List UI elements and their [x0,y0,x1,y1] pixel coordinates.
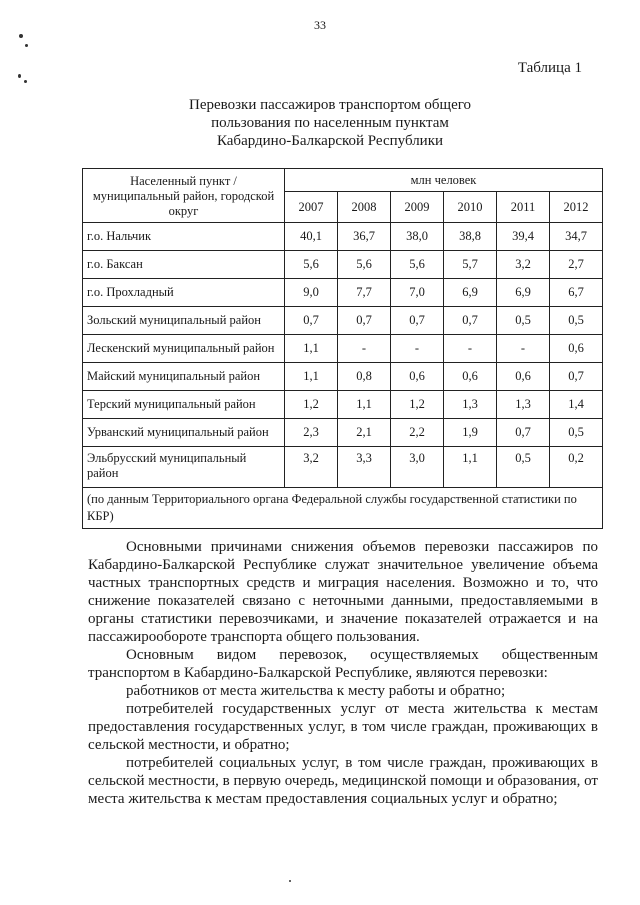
row-value: 0,6 [391,363,444,391]
header-unit: млн человек [285,169,603,192]
row-value: 7,0 [391,279,444,307]
row-value: 0,6 [497,363,550,391]
row-value: 6,9 [444,279,497,307]
row-place: Лескенский муниципальный район [83,335,285,363]
row-value: 1,4 [550,391,603,419]
row-place: Майский муниципальный район [83,363,285,391]
scan-speck [25,44,28,47]
row-place: Терский муниципальный район [83,391,285,419]
row-value: 9,0 [285,279,338,307]
row-value: 6,7 [550,279,603,307]
table-source-note: (по данным Территориального органа Федеральной службы государственной статистики по КБР) [83,488,603,529]
table-row [83,335,603,363]
table-row [83,307,603,335]
row-value: 38,8 [444,223,497,251]
row-value: - [497,335,550,363]
row-value: 0,5 [497,447,550,488]
row-value: 40,1 [285,223,338,251]
table-title [120,96,540,150]
row-value: 0,6 [550,335,603,363]
table-row [83,391,603,419]
table-row [83,447,603,488]
row-value: 0,7 [497,419,550,447]
scan-speck [24,80,27,83]
row-value: 0,7 [444,307,497,335]
row-value: 1,1 [444,447,497,488]
row-value: 39,4 [497,223,550,251]
row-value: - [444,335,497,363]
header-year: 2007 [285,192,338,223]
row-value: 0,5 [550,419,603,447]
table-row [83,251,603,279]
row-value: 2,7 [550,251,603,279]
row-value: - [338,335,391,363]
table-source-row [83,488,603,529]
row-value: 7,7 [338,279,391,307]
list-item: работников от места жительства к месту работы и обратно; [126,683,506,699]
passenger-table [82,168,603,529]
table-row [83,419,603,447]
row-value: 34,7 [550,223,603,251]
table-label: Таблица 1 [517,60,582,76]
row-value: 0,7 [550,363,603,391]
row-value: 38,0 [391,223,444,251]
row-value: 0,5 [550,307,603,335]
paragraph: Основными причинами снижения объемов перевозки пассажиров по Кабардино-Балкарской Республике служат значительное увеличение объема частных транспортных средств и миграция населения. Возможно и то, что снижение показателей связано с неточными данными, предоставляемыми в органы статистики перевозчиками, и значение показателей отражается и на пассажирообороте транспорта общего пользования. [88,539,598,645]
row-place: г.о. Нальчик [83,223,285,251]
list-item: потребителей социальных услуг, в том числе граждан, проживающих в сельской местности, в первую очередь, медицинской помощи и образования, от места жительства к местам предоставления социальных услуг и обратно; [88,755,598,807]
header-year: 2012 [550,192,603,223]
header-year: 2011 [497,192,550,223]
row-value: 3,2 [497,251,550,279]
row-value: 0,7 [391,307,444,335]
scan-speck [19,34,23,38]
row-place: Эльбрусский муниципальный район [83,447,285,488]
title-line: Перевозки пассажиров транспортом общего [188,97,472,113]
row-value: 2,1 [338,419,391,447]
table-row [83,363,603,391]
list-item: потребителей государственных услуг от места жительства к местам предоставления государственных услуг, в том числе граждан, проживающих в сельской местности, и обратно; [88,701,598,753]
table-row [83,223,603,251]
row-value: 1,2 [285,391,338,419]
row-value: 0,7 [285,307,338,335]
row-value: 1,3 [497,391,550,419]
row-value: 5,6 [285,251,338,279]
row-place: Зольский муниципальный район [83,307,285,335]
row-value: 3,2 [285,447,338,488]
header-year: 2009 [391,192,444,223]
row-value: - [391,335,444,363]
table-row [83,279,603,307]
row-value: 0,2 [550,447,603,488]
row-value: 3,3 [338,447,391,488]
title-line: Кабардино-Балкарской Республики [216,133,444,149]
scan-speck [289,880,291,882]
row-value: 1,3 [444,391,497,419]
row-value: 6,9 [497,279,550,307]
body-text [88,538,598,808]
page-number: 33 [314,18,326,32]
row-value: 0,8 [338,363,391,391]
row-value: 1,1 [285,335,338,363]
row-place: г.о. Баксан [83,251,285,279]
row-value: 0,7 [338,307,391,335]
row-value: 3,0 [391,447,444,488]
row-value: 5,6 [338,251,391,279]
title-line: пользования по населенным пунктам [211,115,449,131]
row-place: г.о. Прохладный [83,279,285,307]
row-value: 0,6 [444,363,497,391]
header-year: 2010 [444,192,497,223]
row-value: 2,3 [285,419,338,447]
header-place: Населенный пункт / муниципальный район, городской округ [83,169,285,223]
row-value: 2,2 [391,419,444,447]
row-value: 0,5 [497,307,550,335]
row-value: 1,1 [285,363,338,391]
paragraph: Основным видом перевозок, осуществляемых общественным транспортом в Кабардино-Балкарской Республике, являются перевозки: [88,647,598,681]
scan-speck [18,74,21,78]
row-value: 1,1 [338,391,391,419]
row-value: 36,7 [338,223,391,251]
header-year: 2008 [338,192,391,223]
row-value: 5,7 [444,251,497,279]
row-value: 1,9 [444,419,497,447]
row-value: 1,2 [391,391,444,419]
row-value: 5,6 [391,251,444,279]
row-place: Урванский муниципальный район [83,419,285,447]
